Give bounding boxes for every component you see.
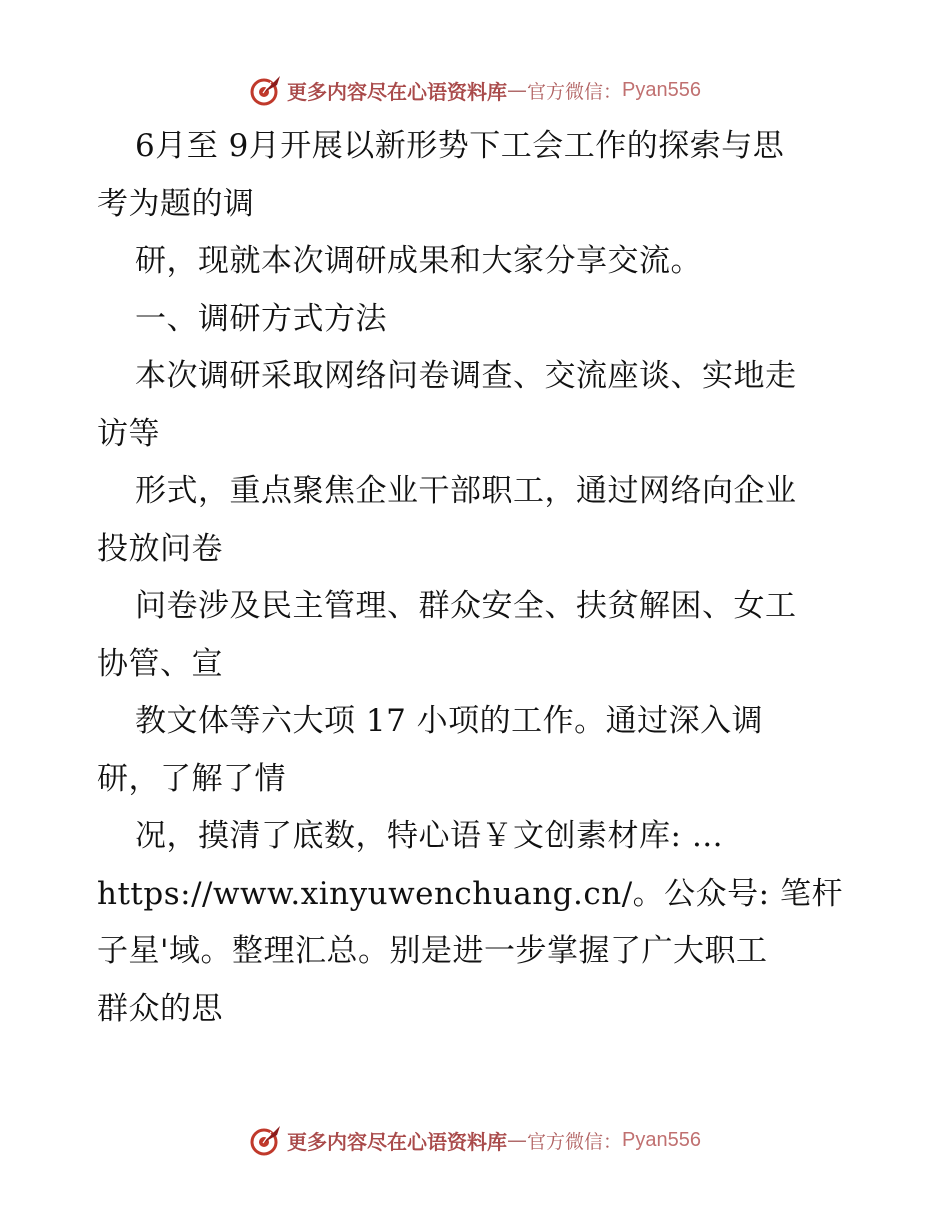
- wechat-label: 官方微信：: [527, 80, 623, 103]
- body-line-5: 本次调研采取网络问卷调查、交流座谈、实地走: [135, 358, 797, 394]
- quill-logo-icon: [249, 1123, 283, 1157]
- body-line-11: 教文体等六大项 17 小项的工作。通过深入调: [135, 703, 764, 739]
- wechat-label: 官方微信：: [527, 1130, 623, 1153]
- body-line-15: 子星'域。整理汇总。别是进一步掌握了广大职工: [97, 933, 768, 969]
- wechat-id: Pyan556: [622, 1128, 701, 1151]
- body-line-9: 问卷涉及民主管理、群众安全、扶贫解困、女工: [135, 588, 797, 624]
- banner-dash: —: [507, 78, 527, 102]
- wechat-id: Pyan556: [622, 78, 701, 101]
- banner-dash: —: [507, 1128, 527, 1152]
- body-line-7: 形式，重点聚焦企业干部职工，通过网络向企业: [135, 473, 797, 509]
- body-line-12: 研，了解了情: [97, 760, 286, 797]
- body-line-6: 访等: [97, 415, 160, 452]
- banner-text: 更多内容尽在心语资料库: [287, 1129, 507, 1154]
- body-line-3: 研，现就本次调研成果和大家分享交流。: [135, 243, 702, 279]
- footer-banner: [0, 1120, 950, 1160]
- banner-text: 更多内容尽在心语资料库: [287, 79, 507, 104]
- url-line: https://www.xinyuwenchuang.cn/。公众号: 笔杆: [97, 875, 843, 912]
- body-line-16: 群众的思: [97, 990, 223, 1027]
- document-body: [97, 118, 857, 1038]
- body-line-1: 6月至 9月开展以新形势下工会工作的探索与思: [135, 128, 785, 164]
- body-line-10: 协管、宣: [97, 645, 223, 682]
- body-line-2: 考为题的调: [97, 185, 255, 222]
- body-line-13: 况，摸清了底数，特心语￥文创素材库: …: [135, 818, 724, 854]
- body-line-8: 投放问卷: [97, 530, 223, 567]
- header-banner: [0, 70, 950, 110]
- section-heading: 一、调研方式方法: [135, 300, 387, 337]
- quill-logo-icon: [249, 73, 283, 107]
